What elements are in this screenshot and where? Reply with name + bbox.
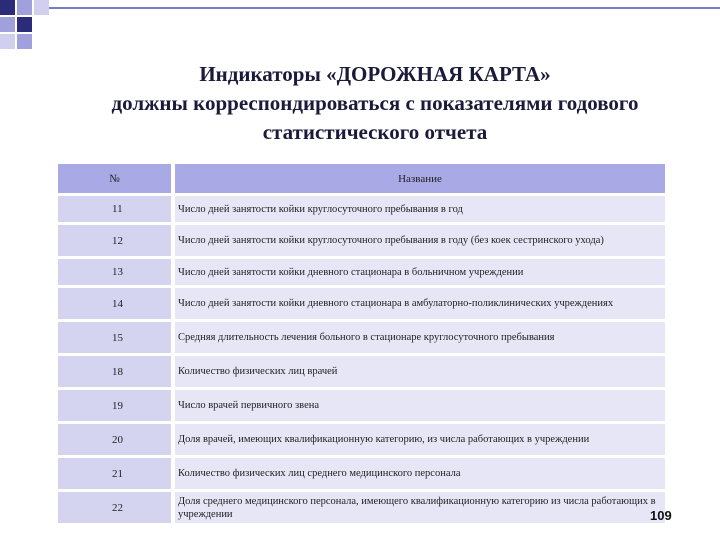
- deco-square: [17, 17, 32, 32]
- deco-square: [0, 0, 15, 15]
- table-row: [58, 458, 665, 489]
- title-line-2: должны корреспондироваться с показателями годового: [111, 91, 639, 115]
- table-row: [58, 322, 665, 353]
- table-row: [58, 424, 665, 455]
- row-number: 20: [58, 424, 175, 455]
- table-row: [58, 196, 665, 222]
- row-name: Количество физических лиц врачей: [175, 356, 665, 387]
- deco-square: [34, 0, 49, 15]
- deco-square: [0, 17, 15, 32]
- row-name: Доля среднего медицинского персонала, имеющего квалификационную категорию из числа работающих в учреждении: [175, 492, 665, 523]
- row-name: Число врачей первичного звена: [175, 390, 665, 421]
- header-name: Название: [175, 164, 665, 193]
- row-number: 11: [58, 196, 175, 222]
- deco-square: [17, 34, 32, 49]
- table-row: [58, 259, 665, 285]
- row-name: Количество физических лиц среднего медицинского персонала: [175, 458, 665, 489]
- row-number: 22: [58, 492, 175, 523]
- row-name: Доля врачей, имеющих квалификационную категорию, из числа работающих в учреждении: [175, 424, 665, 455]
- row-number: 19: [58, 390, 175, 421]
- row-name: Число дней занятости койки дневного стационара в больничном учреждении: [175, 259, 665, 285]
- row-number: 12: [58, 225, 175, 256]
- row-number: 15: [58, 322, 175, 353]
- row-name: Число дней занятости койки круглосуточного пребывания в год: [175, 196, 665, 222]
- row-name: Число дней занятости койки дневного стационара в амбулаторно-поликлинических учреждениях: [175, 288, 665, 319]
- table-row: [58, 356, 665, 387]
- table-row: [58, 390, 665, 421]
- table-row: [58, 288, 665, 319]
- row-number: 18: [58, 356, 175, 387]
- row-name: Средняя длительность лечения больного в стационаре круглосуточного пребывания: [175, 322, 665, 353]
- row-name: Число дней занятости койки круглосуточного пребывания в году (без коек сестринского ухода): [175, 225, 665, 256]
- row-number: 21: [58, 458, 175, 489]
- row-number: 14: [58, 288, 175, 319]
- row-number: 13: [58, 259, 175, 285]
- deco-square: [0, 34, 15, 49]
- slide-title: [30, 60, 720, 147]
- header-number: №: [58, 164, 175, 193]
- indicators-table: [58, 161, 665, 526]
- table-header-row: [58, 164, 665, 193]
- deco-line: [49, 7, 720, 9]
- page-number: 109: [650, 508, 672, 523]
- deco-square: [17, 0, 32, 15]
- table-row: [58, 492, 665, 523]
- title-line-1: Индикаторы «ДОРОЖНАЯ КАРТА»: [199, 62, 551, 86]
- title-line-3: статистического отчета: [262, 120, 488, 144]
- table-row: [58, 225, 665, 256]
